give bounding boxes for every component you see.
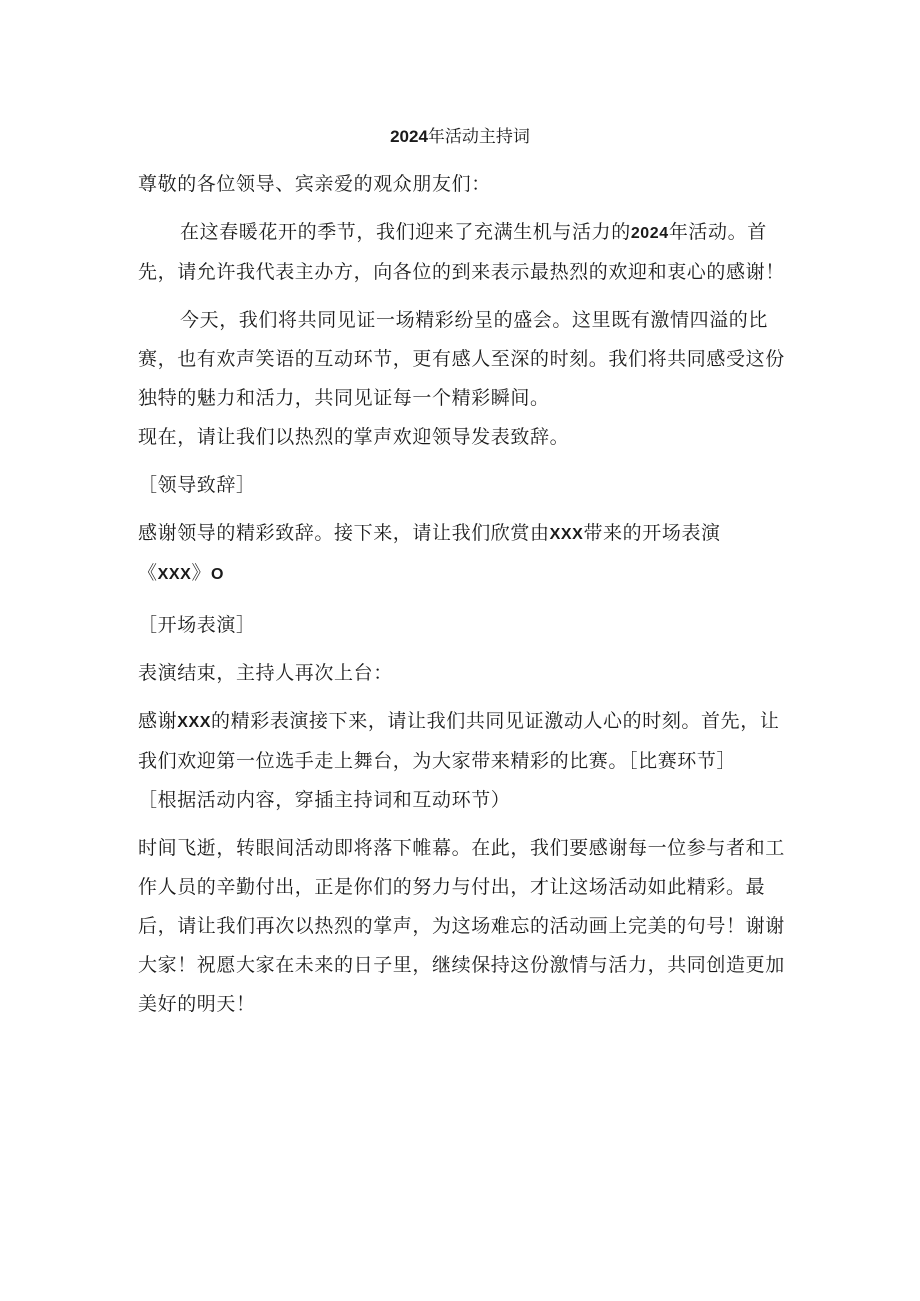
cue-opening-performance: ［开场表演］: [138, 614, 256, 636]
paragraph-thanks-performer-text-a: 感谢: [138, 710, 178, 732]
book-quote-open: 《: [138, 562, 158, 584]
paragraph-opening-text-b: 年活动。首先，请允许我代表主办方，向各位的到来表示最热烈的欢迎和衷心的感谢！: [138, 221, 785, 283]
greeting-line: 尊敬的各位领导、宾亲爱的观众朋友们：: [138, 173, 491, 195]
paragraph-closing: 时间飞逝，转眼间活动即将落下帷幕。在此，我们要感谢每一位参与者和工作人员的辛勤付出，正是你们的努力与付出，才让这场活动如此精彩。最后，请让我们再次以热烈的掌声，为这场难忘的活动画上完美的句号！谢谢大家！祝愿大家在未来的日子里，继续保持这份激情与活力，共同创造更加美好的明天！: [138, 837, 785, 1015]
trailing-mark: O: [211, 566, 225, 583]
performance-title-line: [138, 554, 788, 594]
title-year: 2024: [390, 127, 428, 146]
performer-placeholder-2: XXX: [177, 714, 212, 731]
paragraph-today: 今天，我们将共同见证一场精彩纷呈的盛会。这里既有激情四溢的比赛，也有欢声笑语的互动环节，更有感人至深的时刻。我们将共同感受这份独特的魅力和活力，共同见证每一个精彩瞬间。: [138, 309, 785, 409]
document-title: [0, 124, 920, 150]
title-text: 年活动主持词: [427, 127, 530, 147]
paragraph-thanks-leader-text-a: 感谢领导的精彩致辞。接下来，请让我们欣赏由: [138, 522, 550, 544]
paragraph-thanks-leader-text-b: 带来的开场表演: [583, 522, 721, 544]
document-body: [138, 165, 788, 1024]
paragraph-host-returns: 表演结束，主持人再次上台：: [138, 662, 393, 684]
cue-interaction: ［根据活动内容，穿插主持词和互动环节）: [138, 789, 511, 811]
book-quote-close: 》: [191, 562, 212, 584]
paragraph-opening-year: 2024: [630, 225, 669, 242]
paragraph-thanks-performer-text-b: 的精彩表演接下来，请让我们共同见证激动人心的时刻。首先，让我们欢迎第一位选手走上舞台，为大家带来精彩的比赛。［比赛环节］: [138, 710, 780, 772]
paragraph-welcome-leader: 现在，请让我们以热烈的掌声欢迎领导发表致辞。: [138, 426, 570, 448]
paragraph-thanks-performer: [138, 702, 788, 781]
performance-title-placeholder: XXX: [157, 566, 192, 583]
paragraph-opening-text-a: 在这春暖花开的季节，我们迎来了充满生机与活力的: [180, 221, 631, 243]
performer-placeholder: XXX: [549, 526, 584, 543]
cue-leader-speech: ［领导致辞］: [138, 474, 256, 496]
paragraph-opening: [138, 213, 788, 292]
paragraph-thanks-leader: [138, 514, 788, 554]
